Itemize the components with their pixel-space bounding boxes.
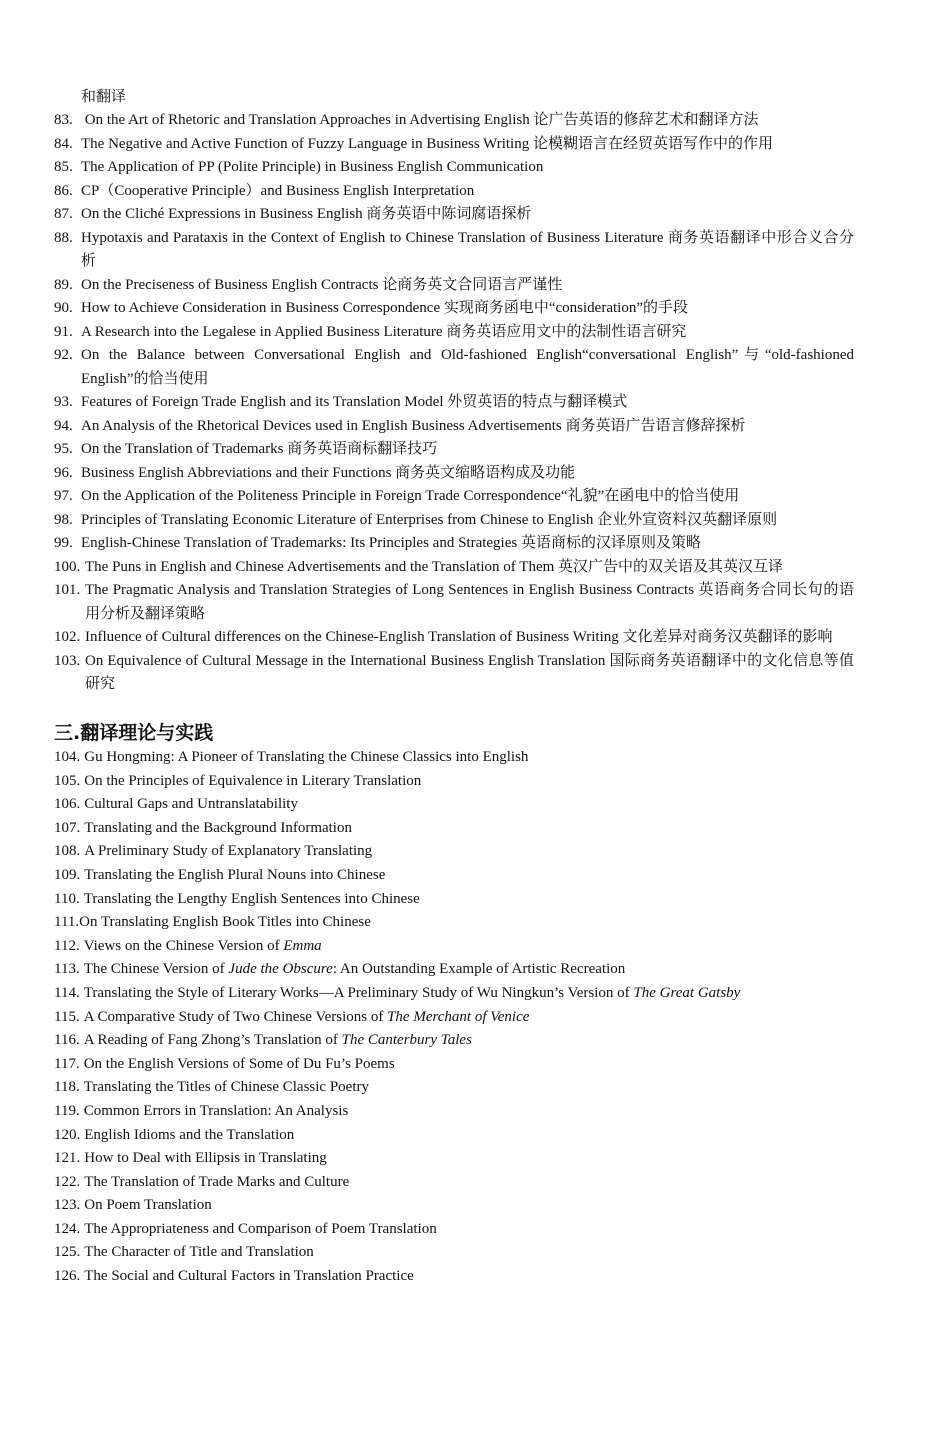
item-title: On the Art of Rhetoric and Translation Approaches in Advertising English 论广告英语的修辞艺术和翻译方法	[81, 112, 759, 128]
item-number: 122.	[54, 1173, 81, 1190]
item-number: 105.	[54, 772, 81, 789]
item-title: The Pragmatic Analysis and Translation Strategies of Long Sentences in English Business Contracts 英语商务合同长句的语用分析及翻译策略	[85, 582, 854, 622]
item-title: Principles of Translating Economic Literature of Enterprises from Chinese to English 企业外宣资料汉英翻译原则	[81, 511, 778, 528]
list-item	[54, 133, 854, 157]
item-title: The Puns in English and Chinese Advertisements and the Translation of Them 英汉广告中的双关语及其英汉互译	[85, 558, 784, 575]
item-title: On the Balance between Conversational English and Old-fashioned English“conversational English”与“old-fashioned English”的恰当使用	[81, 347, 854, 387]
item-number: 125.	[54, 1244, 81, 1261]
item-number: 123.	[54, 1197, 81, 1214]
item-number: 90.	[54, 300, 73, 316]
item-number: 115.	[54, 1008, 80, 1025]
list-item	[54, 911, 864, 935]
work-title: The Merchant of Venice	[387, 1008, 530, 1025]
list-item	[54, 1124, 864, 1148]
list-item	[54, 1218, 864, 1242]
business-english-list	[54, 109, 854, 697]
item-number: 92.	[54, 347, 73, 363]
item-title: Translating the Lengthy English Sentences into Chinese	[83, 890, 420, 907]
item-number: 108.	[54, 843, 81, 860]
item-number: 86.	[54, 182, 73, 199]
item-title: Translating and the Background Information	[84, 819, 352, 836]
item-number: 87.	[54, 206, 73, 222]
list-item	[54, 864, 864, 888]
list-item	[54, 935, 864, 959]
item-title: On the English Versions of Some of Du Fu’s Poems	[83, 1055, 395, 1072]
section-heading: 三.翻译理论与实践	[54, 722, 214, 744]
item-number: 116.	[54, 1032, 80, 1049]
list-item	[54, 156, 854, 180]
item-number: 109.	[54, 866, 81, 883]
item-number: 85.	[54, 159, 73, 175]
list-item	[54, 556, 854, 580]
list-item	[54, 958, 864, 982]
item-title-prefix: The Chinese Version of	[83, 961, 229, 978]
item-number: 103.	[54, 652, 81, 669]
list-item	[54, 1241, 864, 1265]
item-title: The Social and Cultural Factors in Translation Practice	[84, 1268, 414, 1285]
item-title: Business English Abbreviations and their Functions 商务英文缩略语构成及功能	[81, 464, 576, 481]
list-item	[54, 1006, 864, 1030]
item-title-prefix: Translating the Style of Literary Works—A Preliminary Study of Wu Ningkun’s Version of	[83, 984, 634, 1001]
list-item	[54, 1100, 864, 1124]
list-item	[54, 462, 854, 486]
item-title-prefix: A Reading of Fang Zhong’s Translation of	[83, 1032, 342, 1049]
item-number: 98.	[54, 511, 73, 528]
list-item	[54, 793, 864, 817]
list-item	[54, 1029, 864, 1053]
item-title: On the Preciseness of Business English Contracts 论商务英文合同语言严谨性	[81, 276, 563, 293]
translation-theory-list	[54, 746, 864, 1289]
item-title: On the Cliché Expressions in Business English 商务英语中陈词腐语探析	[81, 206, 532, 222]
list-item	[54, 888, 864, 912]
item-title: Hypotaxis and Parataxis in the Context of English to Chinese Translation of Business Literature 商务英语翻译中形合义合分析	[81, 229, 854, 269]
item-title: On the Principles of Equivalence in Literary Translation	[84, 772, 422, 789]
item-number: 118.	[54, 1079, 80, 1096]
item-title: Features of Foreign Trade English and its Translation Model 外贸英语的特点与翻译模式	[81, 394, 628, 410]
item-title: Common Errors in Translation: An Analysis	[83, 1102, 349, 1119]
list-item	[54, 344, 854, 391]
list-item	[54, 109, 854, 133]
item-number: 111.	[54, 914, 80, 931]
list-item	[54, 274, 854, 298]
item-title: On the Application of the Politeness Principle in Foreign Trade Correspondence“礼貌”在函电中的恰当使用	[81, 488, 740, 504]
list-item	[54, 1053, 864, 1077]
item-title: The Negative and Active Function of Fuzzy Language in Business Writing 论模糊语言在经贸英语写作中的作用	[81, 135, 773, 152]
item-number: 112.	[54, 937, 80, 954]
list-item	[54, 509, 854, 533]
item-title: A Research into the Legalese in Applied Business Literature 商务英语应用文中的法制性语言研究	[81, 323, 687, 340]
item-title: The Translation of Trade Marks and Culture	[84, 1173, 350, 1190]
item-number: 101.	[54, 582, 81, 598]
item-number: 113.	[54, 961, 80, 978]
item-number: 84.	[54, 135, 73, 152]
list-item	[54, 626, 854, 650]
item-title: How to Achieve Consideration in Business Correspondence 实现商务函电中“consideration”的手段	[81, 300, 688, 316]
list-item	[54, 227, 854, 274]
item-number: 121.	[54, 1150, 81, 1167]
list-item	[54, 1076, 864, 1100]
item-title: The Character of Title and Translation	[84, 1244, 314, 1261]
continuation-line: 和翻译	[81, 89, 127, 105]
list-item	[54, 438, 854, 462]
item-number: 100.	[54, 558, 81, 575]
item-title: How to Deal with Ellipsis in Translating	[84, 1150, 327, 1167]
list-item	[54, 180, 854, 204]
item-title: On the Translation of Trademarks 商务英语商标翻译技巧	[81, 441, 438, 457]
list-item	[54, 532, 854, 556]
list-item	[54, 297, 854, 321]
work-title: The Canterbury Tales	[341, 1032, 472, 1049]
item-title: Cultural Gaps and Untranslatability	[84, 796, 298, 813]
list-item	[54, 485, 854, 509]
item-number: 96.	[54, 464, 73, 481]
item-number: 97.	[54, 488, 73, 504]
list-item	[54, 391, 854, 415]
item-number: 114.	[54, 984, 80, 1001]
item-title: A Preliminary Study of Explanatory Translating	[84, 843, 373, 860]
item-number: 83.	[54, 112, 73, 128]
item-number: 104.	[54, 749, 81, 765]
work-title: Jude the Obscure	[228, 961, 333, 978]
list-item	[54, 770, 864, 794]
item-number: 107.	[54, 819, 81, 836]
list-item	[54, 1171, 864, 1195]
list-item	[54, 415, 854, 439]
item-number: 110.	[54, 890, 80, 907]
item-number: 95.	[54, 441, 73, 457]
item-title: Gu Hongming: A Pioneer of Translating the Chinese Classics into English	[84, 749, 529, 765]
item-title: Translating the Titles of Chinese Classic Poetry	[83, 1079, 369, 1096]
work-title: The Great Gatsby	[633, 984, 741, 1001]
item-number: 94.	[54, 417, 73, 434]
item-number: 99.	[54, 535, 73, 551]
item-number: 106.	[54, 796, 81, 813]
item-title: On Poem Translation	[84, 1197, 212, 1214]
item-title: Translating the English Plural Nouns into Chinese	[84, 866, 386, 883]
list-item	[54, 746, 864, 770]
item-title: An Analysis of the Rhetorical Devices used in English Business Advertisements 商务英语广告语言修辞探析	[81, 417, 746, 434]
list-item	[54, 1147, 864, 1171]
list-item	[54, 650, 854, 697]
item-title: On Translating English Book Titles into Chinese	[79, 914, 371, 931]
item-title: The Appropriateness and Comparison of Poem Translation	[84, 1220, 437, 1237]
item-number: 88.	[54, 229, 73, 246]
item-number: 93.	[54, 394, 73, 410]
item-number: 119.	[54, 1102, 80, 1119]
list-item	[54, 321, 854, 345]
item-title: CP（Cooperative Principle）and Business English Interpretation	[81, 182, 475, 199]
item-title: English-Chinese Translation of Trademarks: Its Principles and Strategies 英语商标的汉译原则及策略	[81, 535, 701, 551]
list-item	[54, 840, 864, 864]
item-number: 89.	[54, 276, 73, 293]
item-title: On Equivalence of Cultural Message in the International Business English Translation 国际商务英语翻译中的文化信息等值研究	[85, 652, 854, 692]
item-number: 91.	[54, 323, 73, 340]
list-item	[54, 982, 864, 1006]
item-title-prefix: Views on the Chinese Version of	[83, 937, 284, 954]
item-number: 102.	[54, 629, 81, 645]
item-title: The Application of PP (Polite Principle) in Business English Communication	[81, 159, 544, 175]
item-number: 126.	[54, 1268, 81, 1285]
item-title-prefix: A Comparative Study of Two Chinese Versions of	[83, 1008, 388, 1025]
list-item	[54, 579, 854, 626]
item-number: 117.	[54, 1055, 80, 1072]
item-title: English Idioms and the Translation	[84, 1126, 295, 1143]
list-item	[54, 1194, 864, 1218]
work-title: Emma	[283, 937, 322, 954]
item-number: 124.	[54, 1220, 81, 1237]
item-number: 120.	[54, 1126, 81, 1143]
item-title: Influence of Cultural differences on the Chinese-English Translation of Business Writing 文化差异对商务汉英翻译的影响	[85, 629, 833, 645]
item-title-suffix: : An Outstanding Example of Artistic Recreation	[332, 961, 626, 978]
list-item	[54, 1265, 864, 1289]
list-item	[54, 203, 854, 227]
list-item	[54, 817, 864, 841]
